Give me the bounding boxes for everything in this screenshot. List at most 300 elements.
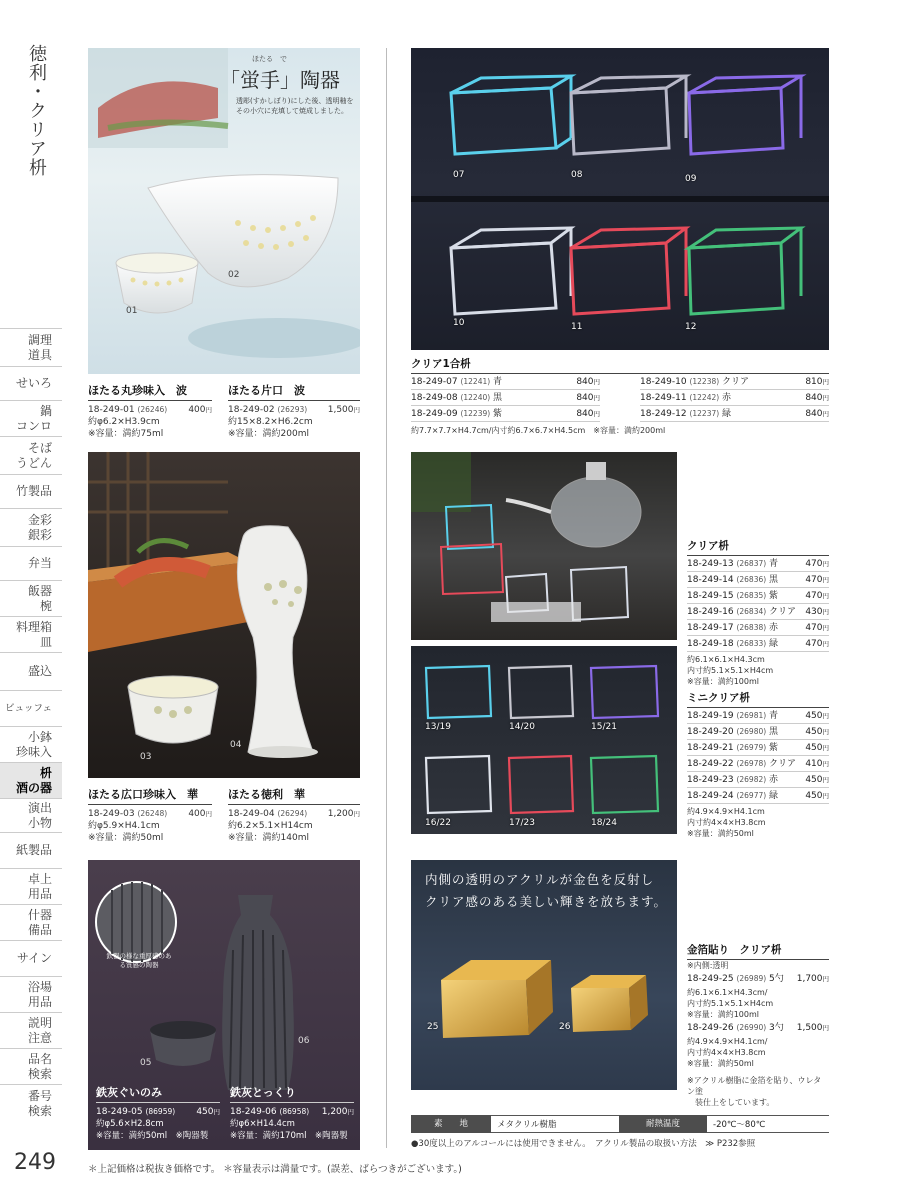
product-code: 18-249-06 [230,1107,277,1117]
product-04 [228,786,360,844]
product-05 [96,1084,220,1142]
temp-value: -20℃〜80℃ [707,1115,829,1133]
product-subcode: (26982) [736,775,767,784]
product-price: 400 [188,405,206,415]
sidebar-tab[interactable] [0,940,62,976]
product-subcode: (26980) [736,727,767,736]
product-price: 840 [576,409,594,419]
mini-clear-rows [687,708,829,804]
product-price: 450 [805,727,823,737]
gold-note-1: ※アクリル樹脂に金箔を貼り、ウレタン塗 [687,1076,822,1096]
photo-iron-gray [88,860,360,1150]
sidebar-tab-label: 浴場 [27,979,52,994]
product-subcode: (26981) [736,711,767,720]
mini-label-17-23: 17/23 [509,818,535,828]
sidebar-tab-label: せいろ [15,376,52,390]
sidebar-tab-label: ビュッフェ [4,703,52,714]
sidebar-tab-label: 酒の器 [15,780,52,795]
product-code: 18-249-09 [411,409,458,419]
product-capacity: ※容量：満約50ml [88,833,164,843]
sidebar-tab[interactable] [0,868,62,904]
product-price: 410 [805,759,823,769]
product-color: クリア [769,607,797,617]
sidebar-tab[interactable] [0,474,62,508]
sidebar-tab-label: 説明 [27,1015,52,1030]
product-color: 青 [493,377,503,387]
miniclear-note2: 内寸約4×4×H3.8cm [687,818,766,827]
product-price: 400 [188,809,206,819]
product-price: 810 [805,377,823,387]
tokkuri-illustration [88,452,360,778]
yen-unit: 円 [822,592,829,600]
product-01 [88,382,212,440]
spec-table [411,1115,829,1133]
product-code: 18-249-11 [640,393,687,403]
sidebar-tab-label: 竹製品 [15,484,52,498]
price-row [687,724,829,740]
product-code: 18-249-16 [687,607,734,617]
gold-note-2: 装仕上をしています。 [695,1098,775,1107]
product-code: 18-249-01 [88,405,135,415]
yen-unit: 円 [205,810,212,818]
product-price: 470 [805,559,823,569]
product-price: 840 [805,393,823,403]
clearmasu-note1: 約6.1×6.1×H4.3cm [687,655,765,664]
iron-note: 鉄器の様な重厚感のある質感の陶器 [106,952,172,969]
product-price: 470 [805,623,823,633]
sidebar-tab-label: 用品 [27,994,52,1009]
product-code: 18-249-24 [687,791,734,801]
yen-unit: 円 [822,608,829,616]
sidebar-tab[interactable] [0,546,62,580]
gold-headline-2: クリア感のある美しい輝きを放ちます。 [425,894,668,909]
photo-label-03: 03 [140,752,152,762]
yen-unit: 円 [593,378,600,386]
price-row [687,636,829,652]
product-color: 紫 [769,743,779,753]
gold-price-26: 1,500 [796,1023,823,1033]
column-divider [386,48,387,1148]
yen-unit: 円 [822,1024,829,1032]
sidebar-tab-label: 小鉢 [27,729,52,744]
sidebar-tab-label: 注意 [27,1030,52,1045]
miniclear-note1: 約4.9×4.9×H4.1cm [687,807,765,816]
product-subcode: (26294) [277,809,308,818]
product-price: 470 [805,591,823,601]
price-row [640,390,829,406]
product-capacity: ※容量：満約50ml ※陶器製 [96,1131,209,1141]
gold-spec-25c: ※容量：満約100ml [687,1010,759,1019]
price-row [411,374,600,390]
product-title: 鉄灰とっくり [230,1084,354,1103]
gold-headline-1: 内側の透明のアクリルが金色を反射し [425,872,655,887]
product-subcode: (26246) [137,405,168,414]
product-title: ほたる丸珍味入 波 [88,382,212,401]
price-row [687,740,829,756]
product-code: 18-249-18 [687,639,734,649]
mini-label-18-24: 18/24 [591,818,617,828]
sidebar-tab[interactable] [0,400,62,436]
product-price: 840 [576,377,594,387]
photo-clear-masu-teapot [411,452,677,640]
sidebar-tab[interactable] [0,1012,62,1048]
product-color: 緑 [769,639,779,649]
product-code: 18-249-08 [411,393,458,403]
product-color: クリア [769,759,797,769]
product-code: 18-249-21 [687,743,734,753]
yen-unit: 円 [213,1108,220,1116]
gold-spec-25a: 約6.1×6.1×H4.3cm/ [687,988,768,997]
yen-unit: 円 [822,712,829,720]
sidebar-tab-label: 什器 [27,907,52,922]
yen-unit: 円 [822,792,829,800]
product-spec: 約15×8.2×H6.2cm [228,417,313,427]
sidebar-tab-label: 珍味入 [15,744,52,759]
sidebar-tab-label: そば [27,440,52,455]
section-title: 金箔貼り クリア枡 [687,942,829,960]
product-code: 18-249-19 [687,711,734,721]
product-subcode: (26977) [736,791,767,800]
product-subcode: (26834) [736,607,767,616]
gold-label-26: 26 [559,1022,571,1032]
product-subcode: (12237) [689,409,720,418]
gold-spec-26a: 約4.9×4.9×H4.1cm/ [687,1037,768,1046]
masu-label-09: 09 [685,174,697,184]
sidebar-tab[interactable] [0,726,62,762]
price-row [687,788,829,804]
clear-masu-section [687,538,829,687]
clear-1go-section [411,356,829,436]
product-subcode: (26833) [736,639,767,648]
sidebar-tab-label: 紙製品 [15,843,52,857]
photo-label-05: 05 [140,1058,152,1068]
photo-hotaru-wave [88,48,360,374]
sidebar-tab-label: 椀 [39,598,52,613]
mini-label-15-21: 15/21 [591,722,617,732]
product-price: 450 [805,775,823,785]
product-price: 470 [805,575,823,585]
yen-unit: 円 [822,560,829,568]
price-row [640,406,829,422]
material-value: メタクリル樹脂 [491,1115,619,1133]
sidebar-tab-label: 盛込 [27,664,52,678]
yen-unit: 円 [353,810,360,818]
photo-label-06: 06 [298,1036,310,1046]
gold-spec-26b: 内寸約4×4×H3.8cm [687,1048,766,1057]
sidebar-tab-label: 演出 [27,800,52,815]
product-price: 470 [805,639,823,649]
price-row [411,406,600,422]
hotaru-desc: 透彫(すかしぼり)にした後、透明釉をその小穴に充填して焼成しました。 [236,97,354,115]
clearmasu-note2: 内寸約5.1×5.1×H4cm [687,666,774,675]
product-color: クリア [722,377,750,387]
photo-mini-clear-masu [411,646,677,834]
product-code: 18-249-07 [411,377,458,387]
gold-sub-26: (26990) [736,1023,767,1032]
sidebar-tab[interactable] [0,798,62,832]
yen-unit: 円 [822,744,829,752]
price-row [640,374,829,390]
sidebar-tab[interactable] [0,690,62,726]
product-title: ほたる片口 波 [228,382,360,401]
product-code: 18-249-15 [687,591,734,601]
sidebar-tab[interactable] [0,904,62,940]
sidebar-tab-label: 飯器 [27,583,52,598]
masu-label-12: 12 [685,322,697,332]
yen-unit: 円 [822,410,829,418]
product-spec: 約φ6.2×H3.9cm [88,417,160,427]
clearmasu-note3: ※容量：満約100ml [687,677,759,686]
sidebar-tab-label: 料理箱 [15,619,52,634]
yen-unit: 円 [822,728,829,736]
product-color: 黒 [769,727,779,737]
sidebar-tab[interactable] [0,508,62,546]
price-row [687,588,829,604]
sidebar-tab-label: 金彩 [27,512,52,527]
price-row [687,604,829,620]
gold-label-25: 25 [427,1022,439,1032]
product-price: 450 [196,1107,214,1117]
product-capacity: ※容量：満約170ml ※陶器製 [230,1131,348,1141]
sidebar-tab-label: 調理 [27,332,52,347]
product-subcode: (12240) [460,393,491,402]
product-code: 18-249-14 [687,575,734,585]
product-color: 赤 [769,623,779,633]
photo-label-01: 01 [126,306,138,316]
sidebar-tab-label: 鍋 [39,403,52,418]
yen-unit: 円 [822,576,829,584]
sidebar-tab-label: コンロ [15,418,52,433]
clear1-note: 約7.7×7.7×H4.7cm/内寸約6.7×6.7×H4.5cm ※容量：満約200ml [411,426,666,435]
yen-unit: 円 [347,1108,354,1116]
section-title: クリア枡 [687,538,829,556]
product-subcode: (26836) [736,575,767,584]
clear1-right-rows [640,374,829,422]
sidebar-tab[interactable] [0,652,62,690]
sidebar-tab-label: 弁当 [27,556,52,570]
product-color: 青 [769,711,779,721]
yen-unit: 円 [593,410,600,418]
sidebar-tab-label: 小物 [27,815,52,830]
product-code: 18-249-02 [228,405,275,415]
price-row [411,390,600,406]
product-color: 赤 [769,775,779,785]
yen-unit: 円 [593,394,600,402]
masu-label-10: 10 [453,318,465,328]
gold-spec-26c: ※容量：満約50ml [687,1059,754,1068]
photo-gold-leaf-masu [411,860,677,1090]
mini-masu-illustration [411,646,677,834]
product-spec: 約6.2×5.1×H14cm [228,821,313,831]
sidebar-tab-label: サイン [16,951,52,965]
product-spec: 約φ5.9×H4.1cm [88,821,160,831]
product-code: 18-249-17 [687,623,734,633]
masu-illustration [411,48,829,350]
sidebar-tab-label: 検索 [27,1066,52,1081]
masu-label-08: 08 [571,170,583,180]
product-subcode: (26838) [736,623,767,632]
yen-unit: 円 [822,394,829,402]
product-spec: 約φ6×H14.4cm [230,1119,295,1129]
product-subcode: (26835) [736,591,767,600]
section-title: クリア1合枡 [411,356,829,374]
yen-unit: 円 [353,406,360,414]
teapot-illustration [411,452,677,640]
sidebar-tab-label: うどん [15,455,52,470]
sidebar-tab-label: 検索 [27,1103,52,1118]
yen-unit: 円 [822,975,829,983]
sidebar-tab-label: 品名 [27,1051,52,1066]
material-label: 素 地 [411,1115,491,1133]
gold-spec-25b: 内寸約5.1×5.1×H4cm [687,999,774,1008]
yen-unit: 円 [822,378,829,386]
sidebar-tab[interactable] [0,580,62,616]
sidebar-tab[interactable] [0,1048,62,1084]
product-capacity: ※容量：満約200ml [228,429,309,439]
photo-hotaru-flower [88,452,360,778]
product-price: 840 [576,393,594,403]
yen-unit: 円 [822,624,829,632]
sidebar-tab[interactable] [0,1084,62,1122]
footer-note: ＊上記価格は税抜き価格です。 ＊容量表示は満量です。(誤差、ばらつきがございます。) [88,1164,462,1175]
product-color: 赤 [722,393,732,403]
sidebar-tab[interactable] [0,616,62,652]
product-price: 1,200 [321,1107,348,1117]
product-color: 緑 [769,791,779,801]
product-price: 430 [805,607,823,617]
sidebar-tab[interactable] [0,976,62,1012]
gold-masu-section [687,942,829,1108]
sidebar-tab-label: 卓上 [27,871,52,886]
gold-size-25: 5勺 [769,974,784,984]
price-row [687,756,829,772]
photo-clear-1go-masu [411,48,829,350]
product-price: 1,500 [327,405,354,415]
gold-inner: ※内側:透明 [687,961,729,970]
sidebar-tab-label: 用品 [27,886,52,901]
product-title: ほたる徳利 華 [228,786,360,805]
clear1-left-rows [411,374,600,422]
gold-sub-25: (26989) [736,974,767,983]
product-subcode: (12239) [460,409,491,418]
product-code: 18-249-03 [88,809,135,819]
sidebar-tab-label: 皿 [39,634,52,649]
bottom-note: ●30度以上のアルコールには使用できません。 アクリル製品の取扱い方法 ≫ P232参照 [411,1139,756,1149]
sidebar-tab-label: 備品 [27,922,52,937]
clear-masu-rows [687,556,829,652]
sidebar-tab[interactable] [0,832,62,868]
gold-size-26: 3勺 [769,1023,784,1033]
product-code: 18-249-12 [640,409,687,419]
mini-label-14-20: 14/20 [509,722,535,732]
sidebar-tab[interactable] [0,436,62,474]
product-subcode: (86959) [145,1107,176,1116]
product-code: 18-249-22 [687,759,734,769]
product-color: 黒 [769,575,779,585]
yen-unit: 円 [822,776,829,784]
price-row [687,620,829,636]
product-color: 紫 [493,409,503,419]
masu-label-11: 11 [571,322,583,332]
product-subcode: (26837) [736,559,767,568]
product-code: 18-249-05 [96,1107,143,1117]
product-capacity: ※容量：満約140ml [228,833,309,843]
product-price: 840 [805,409,823,419]
product-code: 18-249-13 [687,559,734,569]
product-code: 18-249-04 [228,809,275,819]
gold-code-26: 18-249-26 [687,1023,734,1033]
sidebar-tab-label: 銀彩 [27,527,52,542]
product-price: 450 [805,791,823,801]
sidebar-tab-label: 道具 [27,347,52,362]
page-number: 249 [14,1150,56,1175]
product-title: ほたる広口珍味入 華 [88,786,212,805]
product-code: 18-249-20 [687,727,734,737]
gold-price-25: 1,700 [796,974,823,984]
hotaru-ruby: ほたる で [252,55,287,63]
product-price: 450 [805,711,823,721]
product-code: 18-249-23 [687,775,734,785]
photo-label-04: 04 [230,740,242,750]
yen-unit: 円 [822,760,829,768]
gold-code-25: 18-249-25 [687,974,734,984]
product-subcode: (26978) [736,759,767,768]
product-title: 鉄灰ぐいのみ [96,1084,220,1103]
mini-clear-masu-section [687,690,829,839]
product-capacity: ※容量：満約75ml [88,429,164,439]
hotaru-title: 「蛍手」陶器 [220,68,340,92]
section-title: ミニクリア枡 [687,690,829,708]
price-row [687,772,829,788]
sidebar-tab[interactable] [0,366,62,400]
product-subcode: (26293) [277,405,308,414]
product-subcode: (26979) [736,743,767,752]
product-price: 1,200 [327,809,354,819]
product-color: 紫 [769,591,779,601]
category-title: 徳利・クリア枡 [26,44,47,177]
mini-label-13-19: 13/19 [425,722,451,732]
sidebar-tab[interactable] [0,328,62,366]
product-color: 黒 [493,393,503,403]
miniclear-note3: ※容量：満約50ml [687,829,754,838]
product-02 [228,382,360,440]
sidebar-tab-label: 枡 [39,765,52,780]
product-spec: 約φ5.6×H2.8cm [96,1119,164,1129]
product-subcode: (86958) [279,1107,310,1116]
product-subcode: (12238) [689,377,720,386]
product-03 [88,786,212,844]
product-color: 緑 [722,409,732,419]
price-row [687,708,829,724]
product-06 [230,1084,354,1142]
product-price: 450 [805,743,823,753]
product-subcode: (26248) [137,809,168,818]
price-row [687,556,829,572]
product-code: 18-249-10 [640,377,687,387]
product-subcode: (12242) [689,393,720,402]
mini-label-16-22: 16/22 [425,818,451,828]
product-color: 青 [769,559,779,569]
photo-label-02: 02 [228,270,240,280]
price-row [687,572,829,588]
product-subcode: (12241) [460,377,491,386]
sidebar-tab-label: 番号 [27,1088,52,1103]
temp-label: 耐熱温度 [619,1115,707,1133]
yen-unit: 円 [205,406,212,414]
masu-label-07: 07 [453,170,465,180]
sidebar-tab[interactable] [0,762,62,798]
yen-unit: 円 [822,640,829,648]
